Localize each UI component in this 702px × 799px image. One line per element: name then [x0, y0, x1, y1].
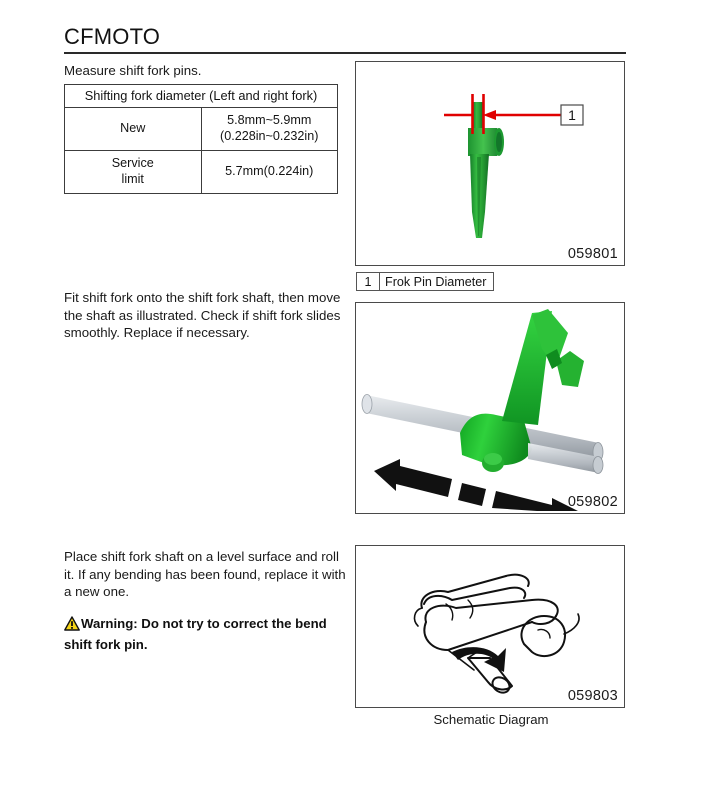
spec-row-service-label — [65, 150, 202, 193]
figure-3-id: 059803 — [567, 688, 618, 704]
table-row — [65, 150, 338, 193]
legend-number: 1 — [357, 273, 380, 290]
figure-1-id: 059801 — [567, 246, 618, 262]
figure-2-id: 059802 — [567, 494, 618, 510]
section-3-text: Place shift fork shaft on a level surface and roll it. If any bending has been found, replace it with a new one. — [64, 549, 346, 599]
brand-title: CFMOTO — [64, 24, 161, 49]
spec-row-new-label: New — [65, 107, 202, 150]
section-2-text: Fit shift fork onto the shift fork shaft, then move the shaft as illustrated. Check if shift fork slides smoothly. Replace if necessary. — [64, 290, 341, 340]
warning-triangle-icon — [64, 616, 80, 636]
section-1-text: Measure shift fork pins. — [64, 63, 202, 78]
figure-panel-3 — [355, 545, 625, 708]
figure-2-artwork — [356, 303, 624, 513]
legend-label: Frok Pin Diameter — [385, 274, 487, 289]
callout-number-1: 1 — [568, 107, 576, 123]
figure-3-artwork — [356, 546, 624, 707]
figure-panel-1 — [355, 61, 625, 266]
spec-value-line-2: (0.228in~0.232in) — [220, 128, 319, 143]
figure-1-artwork — [356, 62, 624, 265]
spec-row-service-value: 5.7mm(0.224in) — [201, 150, 338, 193]
warning-text: Warning: Do not try to correct the bend shift fork pin. — [64, 616, 327, 652]
warning-block — [64, 615, 350, 653]
spec-row-new-value — [201, 107, 338, 150]
spec-label-line-2: limit — [121, 171, 144, 186]
spec-value-line-1: 5.8mm~5.9mm — [227, 113, 312, 127]
figure-caption: Schematic Diagram — [433, 712, 549, 727]
spec-table-title: Shifting fork diameter (Left and right fork) — [65, 85, 338, 108]
table-row-header — [65, 85, 338, 108]
figure-1-legend — [356, 272, 494, 291]
spec-label-line-1: Service — [111, 156, 154, 170]
figure-panel-2 — [355, 302, 625, 514]
table-row — [65, 107, 338, 150]
page-header — [64, 24, 626, 54]
header-divider — [64, 52, 626, 54]
spec-table — [64, 84, 338, 194]
